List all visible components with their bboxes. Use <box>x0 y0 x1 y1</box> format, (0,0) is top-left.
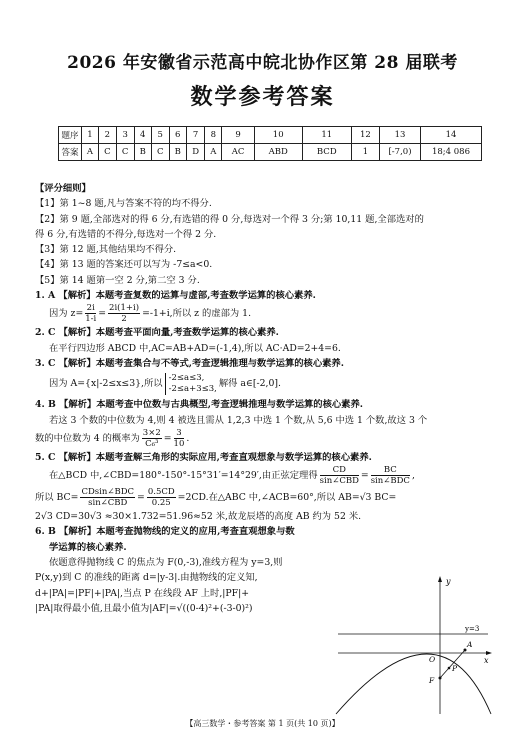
fraction: $\frac{2i}{1-i}$ <box>85 303 97 325</box>
rule-2a: 【2】第 9 题,全部选对的得 6 分,有选错的得 0 分,每选对一个得 3 分;第 10,11 题,全部选对的 <box>35 213 424 225</box>
q5-line3: 2√3 CD=30√3 ≈30×1.732=51.96≈52 米,故龙辰塔的高度 AB 约为 52 米. <box>35 511 362 523</box>
q3-heading: 3. C 【解析】本题考查集合与不等式,考查逻辑推理与数学运算的核心素养. <box>35 357 344 369</box>
table-cell: B <box>169 144 186 161</box>
point-a-label: A <box>467 640 473 649</box>
table-cell: C <box>151 144 169 161</box>
rule-4: 【4】第 13 题的答案还可以写为 -7≤a<0. <box>35 259 213 271</box>
table-cell: 1 <box>82 127 99 144</box>
exam-title: 2026 年安徽省示范高中皖北协作区第 28 届联考 <box>67 53 458 73</box>
q2-solution: 在平行四边形 ABCD 中,AC=AB+AD=(-1,4),所以 AC·AD=2+4=6. <box>49 342 341 354</box>
table-cell: 2 <box>98 127 116 144</box>
solutions-body <box>35 181 490 616</box>
row-label-number: 题序 <box>59 127 82 144</box>
table-cell: AC <box>222 144 254 161</box>
table-cell: B <box>134 144 151 161</box>
rule-2b: 得 6 分,有选错的不得分,每选对一个得 2 分. <box>35 228 217 240</box>
q6-heading-2: 学运算的核心素养. <box>49 541 127 553</box>
q5-line1: 在△BCD 中,∠CBD=180°-150°-15°31′=14°29′,由正弦定理得 $\frac{CD}{\text{sin∠CBD}}$ = $\frac{BC}{\text{sin∠BDC}}$ , <box>49 465 415 487</box>
table-cell: 3 <box>116 127 134 144</box>
q1-solution: 因为 z= $\frac{2i}{1-i}$ = $\frac{2i(1+i)}{2}$ =-1+i,所以 z 的虚部为 1. <box>49 303 252 325</box>
fraction: $\frac{BC}{\text{sin∠BDC}}$ <box>370 465 410 487</box>
q4-line2: 数的中位数为 4 的概率为 $\frac{3\times 2}{\text{C₆³}}$ = $\frac{3}{10}$ . <box>35 427 190 449</box>
q3-solution: 因为 A={x|-2≤x≤3},所以 -2≤a≤3, -2≤a+3≤3, 解得 a∈[-2,0]. <box>49 372 281 394</box>
fraction: $\frac{3\times 2}{\text{C₆³}}$ <box>142 427 161 449</box>
q5-heading: 5. C 【解析】本题考查解三角形的实际应用,考查直观想象与数学运算的核心素养. <box>35 451 372 463</box>
rule-3: 【3】第 12 题,其他结果均不得分. <box>35 244 177 256</box>
x-axis-arrow-icon <box>486 651 492 655</box>
q6-line1: 依题意得抛物线 C 的焦点为 F(0,-3),准线方程为 y=3,则 <box>49 557 283 569</box>
table-cell: 18;4 086 <box>421 144 482 161</box>
inequality-system: -2≤a≤3, -2≤a+3≤3, <box>165 373 217 395</box>
focus-point <box>439 677 442 680</box>
table-cell: 5 <box>151 127 169 144</box>
rule-1: 【1】第 1~8 题,凡与答案不符的均不得分. <box>35 198 212 210</box>
fraction: $\frac{3}{10}$ <box>173 427 185 449</box>
table-cell: BCD <box>302 144 351 161</box>
q6-heading-1: 6. B 【解析】本题考查抛物线的定义的应用,考查直观想象与数 <box>35 526 295 538</box>
point-p <box>448 667 451 670</box>
rules-heading: 【评分细则】 <box>35 183 91 194</box>
parabola-curve <box>336 654 491 714</box>
q6-line4: |PA|取得最小值,且最小值为|AF|=√((0-4)²+(-3-0)²) <box>35 602 253 614</box>
fraction: $\frac{2i(1+i)}{2}$ <box>109 303 140 325</box>
fraction: $\frac{\text{CDsin∠BDC}}{\text{sin∠CBD}}$ <box>81 487 135 509</box>
rule-5: 【5】第 14 题第一空 2 分,第二空 3 分. <box>35 274 200 286</box>
table-cell: 9 <box>222 127 254 144</box>
q6-line2: P(x,y)到 C 的准线的距离 d=|y-3|.由抛物线的定义知, <box>35 572 258 584</box>
q2-heading: 2. C 【解析】本题考查平面向量,考查数学运算的核心素养. <box>35 327 279 339</box>
table-row-answers <box>59 144 482 161</box>
origin-label: O <box>429 655 436 664</box>
table-cell: 7 <box>186 127 205 144</box>
q1-heading: 1. A 【解析】本题考查复数的运算与虚部,考查数学运算的核心素养. <box>35 290 316 302</box>
q6-line3: d+|PA|=|PF|+|PA|,当点 P 在线段 AF 上时,|PF|+ <box>35 587 250 599</box>
answer-table <box>58 126 482 161</box>
row-label-answer: 答案 <box>59 144 82 161</box>
directrix-label: y=3 <box>465 625 480 633</box>
focus-label: F <box>429 676 435 685</box>
table-cell: 8 <box>205 127 222 144</box>
table-cell: A <box>82 144 99 161</box>
table-cell: [-7,0) <box>380 144 421 161</box>
table-cell: 10 <box>254 127 302 144</box>
table-cell: 11 <box>302 127 351 144</box>
answer-title: 数学参考答案 <box>190 84 335 110</box>
page-footer: 【高三数学・参考答案 第 1 页(共 10 页)】 <box>185 719 340 728</box>
table-cell: C <box>116 144 134 161</box>
fraction: $\frac{0.5CD}{0.25}$ <box>147 487 175 509</box>
table-cell: D <box>186 144 205 161</box>
parabola-figure <box>328 574 493 716</box>
table-cell: 12 <box>351 127 379 144</box>
y-axis-label: y <box>446 577 451 586</box>
table-cell: ABD <box>254 144 302 161</box>
table-row-numbers <box>59 127 482 144</box>
q4-heading: 4. B 【解析】本题考查中位数与古典概型,考查逻辑推理与数学运算的核心素养. <box>35 399 364 411</box>
table-cell: 6 <box>169 127 186 144</box>
y-axis-arrow-icon <box>438 576 442 582</box>
point-p-label: P <box>452 664 458 673</box>
table-cell: 13 <box>380 127 421 144</box>
table-cell: 1 <box>351 144 379 161</box>
table-cell: 4 <box>134 127 151 144</box>
table-cell: 14 <box>421 127 482 144</box>
fraction: $\frac{CD}{\text{sin∠CBD}}$ <box>319 465 359 487</box>
table-cell: A <box>205 144 222 161</box>
x-axis-label: x <box>484 656 489 665</box>
q4-line1: 若这 3 个数的中位数为 4,则 4 被选且需从 1,2,3 中选 1 个数,从 5,6 中选 1 个数,故这 3 个 <box>49 414 428 426</box>
q5-line2: 所以 BC= $\frac{\text{CDsin∠BDC}}{\text{sin∠CBD}}$ = $\frac{0.5CD}{0.25}$ =2CD.在△ABC 中,∠ACB=60°,所以 AB=√3 BC= <box>35 487 397 509</box>
table-cell: C <box>98 144 116 161</box>
q6-block <box>35 524 325 616</box>
